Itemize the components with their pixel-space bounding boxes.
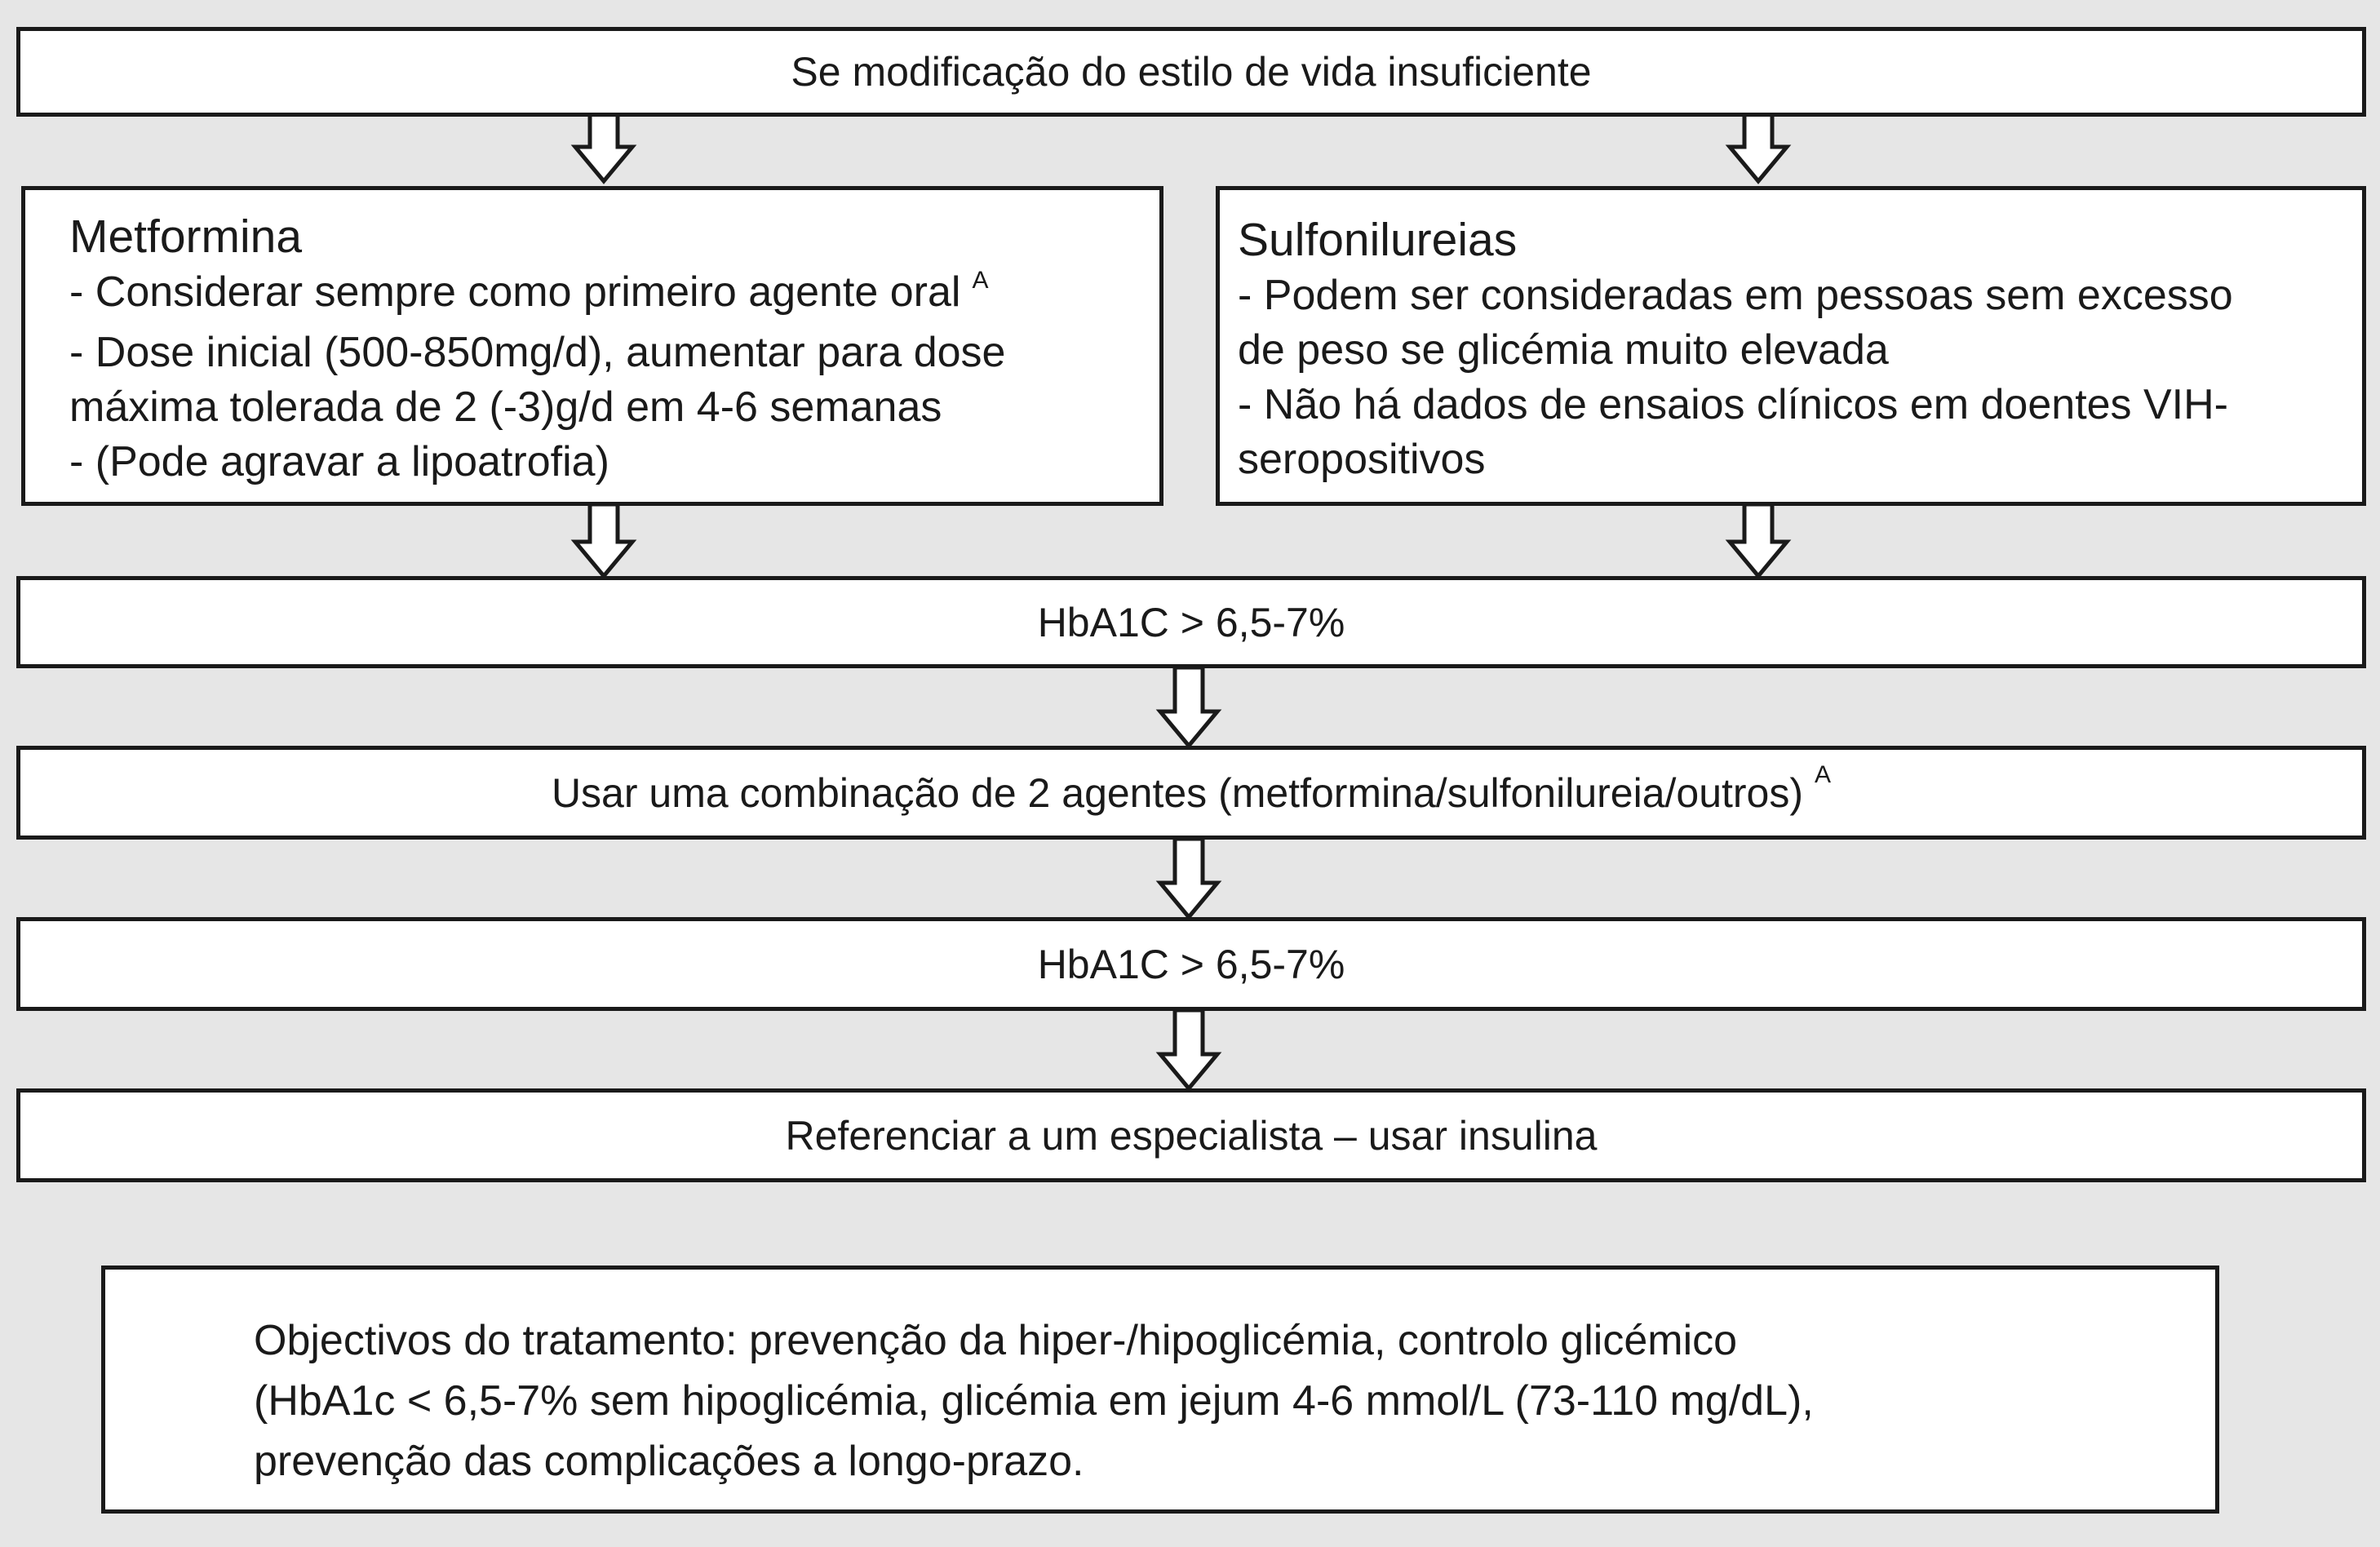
metformina-title: Metformina (69, 211, 303, 263)
combination-text: Usar uma combinação de 2 agentes (metformina/sulfonilureia/outros) (551, 769, 1804, 816)
metformina-line-1-text: - Considerar sempre como primeiro agente oral (69, 268, 961, 316)
sulfonilureias-box (1216, 186, 2366, 506)
metformina-line-3: máxima tolerada de 2 (-3)g/d em 4-6 semanas (69, 383, 942, 431)
goals-line-2: (HbA1c < 6,5-7% sem hipoglicémia, glicémia em jejum 4-6 mmol/L (73-110 mg/dL), (254, 1377, 1814, 1425)
goals-line-1: Objectivos do tratamento: prevenção da hiper-/hipoglicémia, controlo glicémico (254, 1317, 1738, 1364)
lifestyle-box (16, 27, 2366, 117)
metformina-line-2: - Dose inicial (500-850mg/d), aumentar para dose (69, 329, 1006, 376)
sulfonilureias-line-1: - Podem ser consideradas em pessoas sem excesso (1238, 272, 2233, 319)
sulfonilureias-line-4: seropositivos (1238, 436, 1486, 483)
arrow-down-icon (575, 504, 632, 576)
metformina-line-1 (69, 265, 1135, 326)
arrow-down-icon (1730, 504, 1787, 576)
referral-box (16, 1088, 2366, 1182)
hba1c-box-2 (16, 917, 2366, 1011)
treatment-goals-box (101, 1266, 2219, 1514)
arrow-down-icon (1160, 667, 1217, 746)
hba1c-text-1: HbA1C > 6,5-7% (1037, 599, 1345, 645)
metformina-line-4: - (Pode agravar a lipoatrofia) (69, 438, 609, 485)
arrow-down-icon (1160, 1010, 1217, 1088)
combination-box (16, 746, 2366, 840)
evidence-level-a: A (1815, 760, 1832, 788)
evidence-level-a: A (972, 267, 989, 294)
lifestyle-text: Se modificação do estilo de vida insuficiente (791, 49, 1592, 95)
sulfonilureias-title: Sulfonilureias (1238, 214, 1518, 266)
hba1c-box-1 (16, 576, 2366, 668)
metformina-box (21, 186, 1163, 506)
arrow-down-icon (575, 114, 632, 181)
sulfonilureias-line-2: de peso se glicémia muito elevada (1238, 326, 1889, 374)
goals-line-3: prevenção das complicações a longo-prazo. (254, 1438, 1084, 1485)
referral-text: Referenciar a um especialista – usar insulina (785, 1112, 1598, 1159)
hba1c-text-2: HbA1C > 6,5-7% (1037, 941, 1345, 987)
arrow-down-icon (1730, 114, 1787, 181)
sulfonilureias-line-3: - Não há dados de ensaios clínicos em doentes VIH- (1238, 381, 2229, 428)
arrow-down-icon (1160, 839, 1217, 917)
